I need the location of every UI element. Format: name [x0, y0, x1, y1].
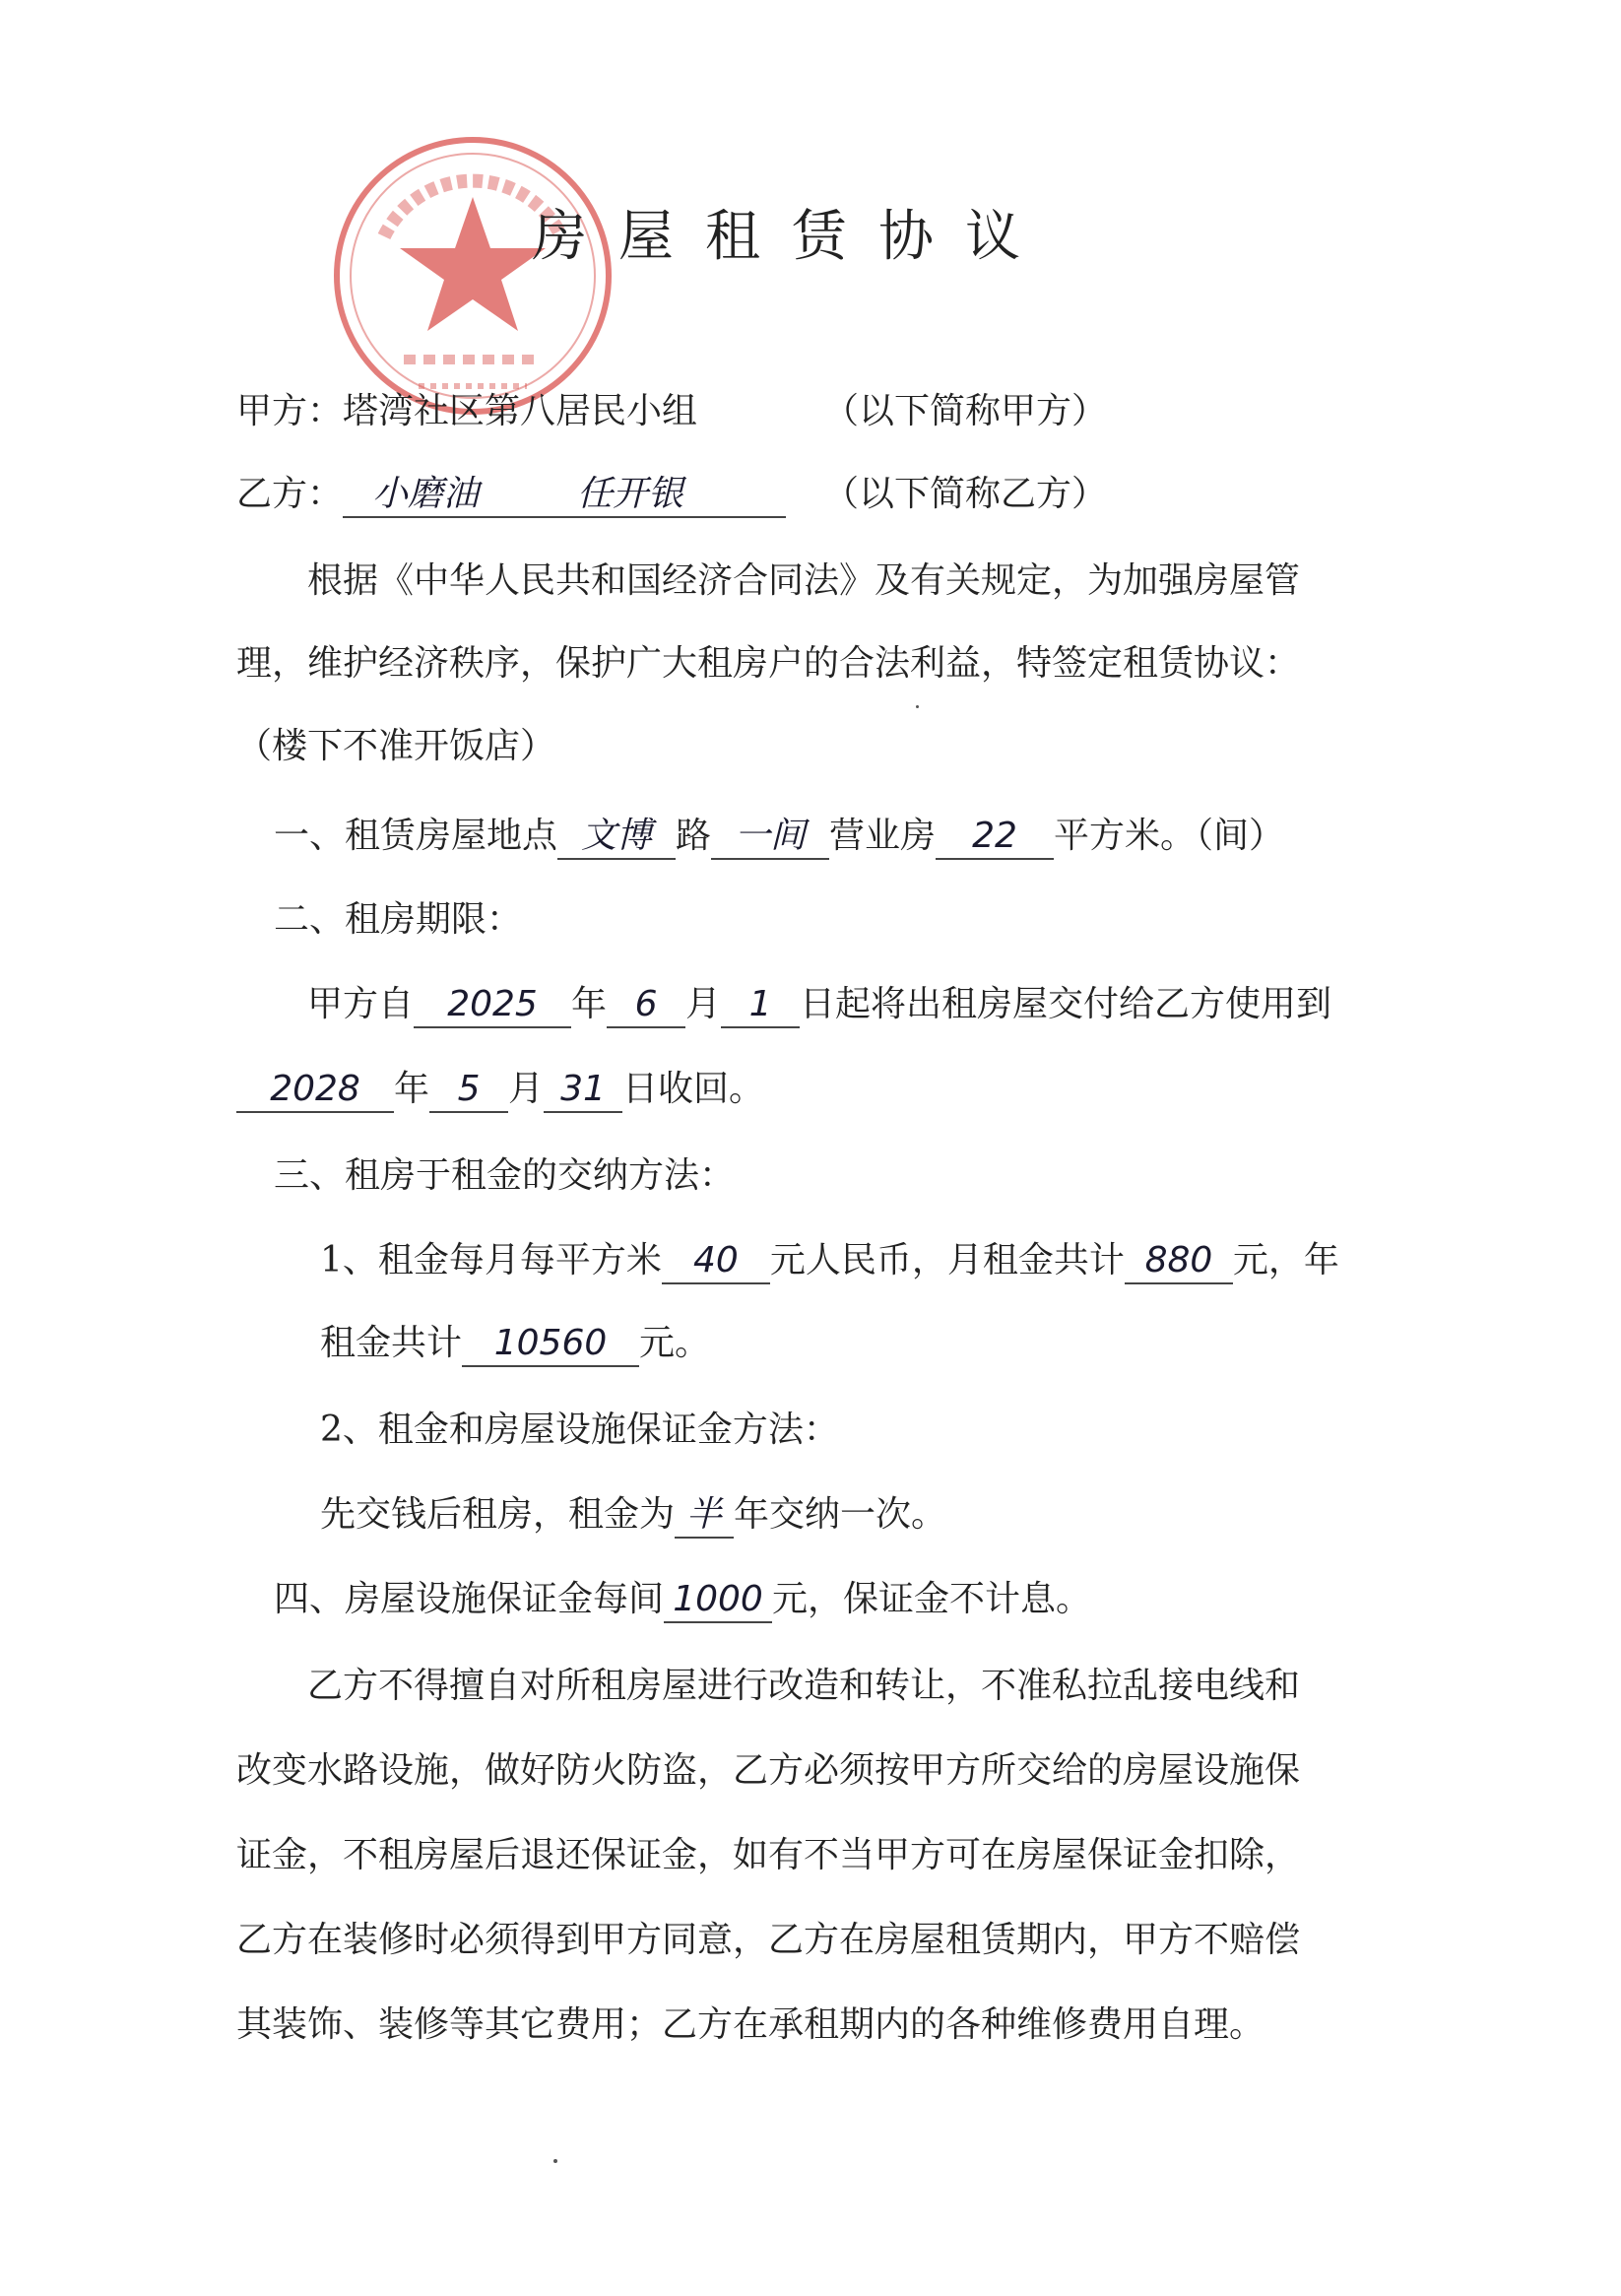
- intro-line-1: 根据《中华人民共和国经济合同法》及有关规定，为加强房屋管: [307, 560, 1301, 601]
- clause-3-item-2: 2、租金和房屋设施保证金方法：: [320, 1410, 839, 1450]
- end-month-field: 5: [429, 1068, 508, 1113]
- yearly-label: 租金共计: [320, 1323, 463, 1363]
- party-b-suffix: （以下简称乙方）: [823, 474, 1108, 514]
- intro-line-3: （楼下不准开饭店）: [236, 726, 556, 766]
- intro-line-2: 理，维护经济秩序，保护广大租房户的合法利益，特签定租赁协议：: [236, 643, 1301, 684]
- scan-speck: [916, 705, 919, 708]
- monthly-rent-field: 880: [1125, 1239, 1233, 1284]
- clause-1-type-label: 营业房: [829, 816, 937, 856]
- payment-period-field: 半: [675, 1493, 734, 1539]
- clause-2-line-1: [307, 981, 1331, 1028]
- clause-1-prefix: 一、租赁房屋地点: [274, 816, 558, 856]
- terms-line-2: 改变水路设施，做好防火防盗，乙方必须按甲方所交给的房屋设施保: [236, 1750, 1301, 1791]
- clause-3-item-2-line-2: [320, 1491, 946, 1539]
- month-label: 月: [685, 984, 722, 1024]
- scan-speck: [553, 2159, 557, 2163]
- clause-2-text-3: 日收回。: [622, 1069, 765, 1109]
- end-day-field: 31: [544, 1068, 622, 1113]
- document-title: 房屋租赁协议: [532, 205, 1052, 269]
- clause-3-item-1-line-1: [320, 1237, 1339, 1284]
- clause-2-line-2: [236, 1066, 764, 1113]
- monthly-label: 元人民币，月租金共计: [769, 1240, 1125, 1280]
- clause-4-line: [274, 1576, 1091, 1623]
- clause-3-heading: 三、租房于租金的交纳方法：: [274, 1155, 736, 1196]
- clause-3-item-1-line-2: [320, 1320, 710, 1367]
- terms-line-5: 其装饰、装修等其它费用；乙方在承租期内的各种维修费用自理。: [236, 2004, 1265, 2045]
- year-label: 年: [571, 984, 608, 1024]
- official-seal-stamp: [325, 128, 620, 424]
- start-day-field: 1: [721, 983, 800, 1028]
- party-b-name-1: 小磨油: [372, 474, 480, 514]
- party-a-suffix: （以下简称甲方）: [823, 391, 1108, 431]
- rate-field: 40: [662, 1239, 770, 1284]
- deposit-suffix: 元，保证金不计息。: [772, 1579, 1092, 1619]
- area-field: 22: [936, 815, 1054, 860]
- terms-line-4: 乙方在装修时必须得到甲方同意，乙方在房屋租赁期内，甲方不赔偿: [236, 1920, 1301, 1960]
- party-a-label: 甲方：: [236, 391, 344, 431]
- road-field: 文博: [557, 815, 676, 860]
- start-year-field: 2025: [414, 983, 571, 1028]
- party-b-name-field: [343, 473, 786, 518]
- party-a-name: 塔湾社区第八居民小组: [343, 391, 698, 431]
- party-b-line: [236, 471, 786, 518]
- end-year-field: 2028: [236, 1068, 394, 1113]
- month-label-2: 月: [508, 1069, 545, 1109]
- party-b-label: 乙方：: [236, 474, 344, 514]
- clause-2-text-2: 日起将出租房屋交付给乙方使用到: [800, 984, 1332, 1024]
- start-month-field: 6: [607, 983, 685, 1028]
- clause-2-heading: 二、租房期限：: [274, 899, 523, 940]
- deposit-field: 1000: [664, 1578, 772, 1623]
- clause-1-line: [274, 813, 1284, 860]
- yearly-suffix: 元。: [639, 1323, 711, 1363]
- year-label-2: 年: [394, 1069, 430, 1109]
- party-a-line: [236, 388, 697, 435]
- party-b-name-2: 任开银: [577, 474, 684, 514]
- rate-label: 1、租金每月每平方米: [320, 1240, 662, 1280]
- yearly-rent-field: 10560: [462, 1322, 639, 1367]
- unit-field: 一间: [711, 815, 829, 860]
- clause-1-road-label: 路: [676, 816, 712, 856]
- terms-line-3: 证金，不租房屋后退还保证金，如有不当甲方可在房屋保证金扣除，: [236, 1835, 1301, 1875]
- yearly-prefix: 元，年: [1232, 1240, 1339, 1280]
- deposit-label: 四、房屋设施保证金每间: [274, 1579, 665, 1619]
- clause-2-text-1: 甲方自: [307, 984, 415, 1024]
- payment-label: 先交钱后租房，租金为: [320, 1494, 676, 1535]
- terms-line-1: 乙方不得擅自对所租房屋进行改造和转让，不准私拉乱接电线和: [307, 1666, 1301, 1706]
- payment-suffix: 年交纳一次。: [734, 1494, 947, 1535]
- clause-1-suffix: 平方米。（间）: [1054, 816, 1285, 856]
